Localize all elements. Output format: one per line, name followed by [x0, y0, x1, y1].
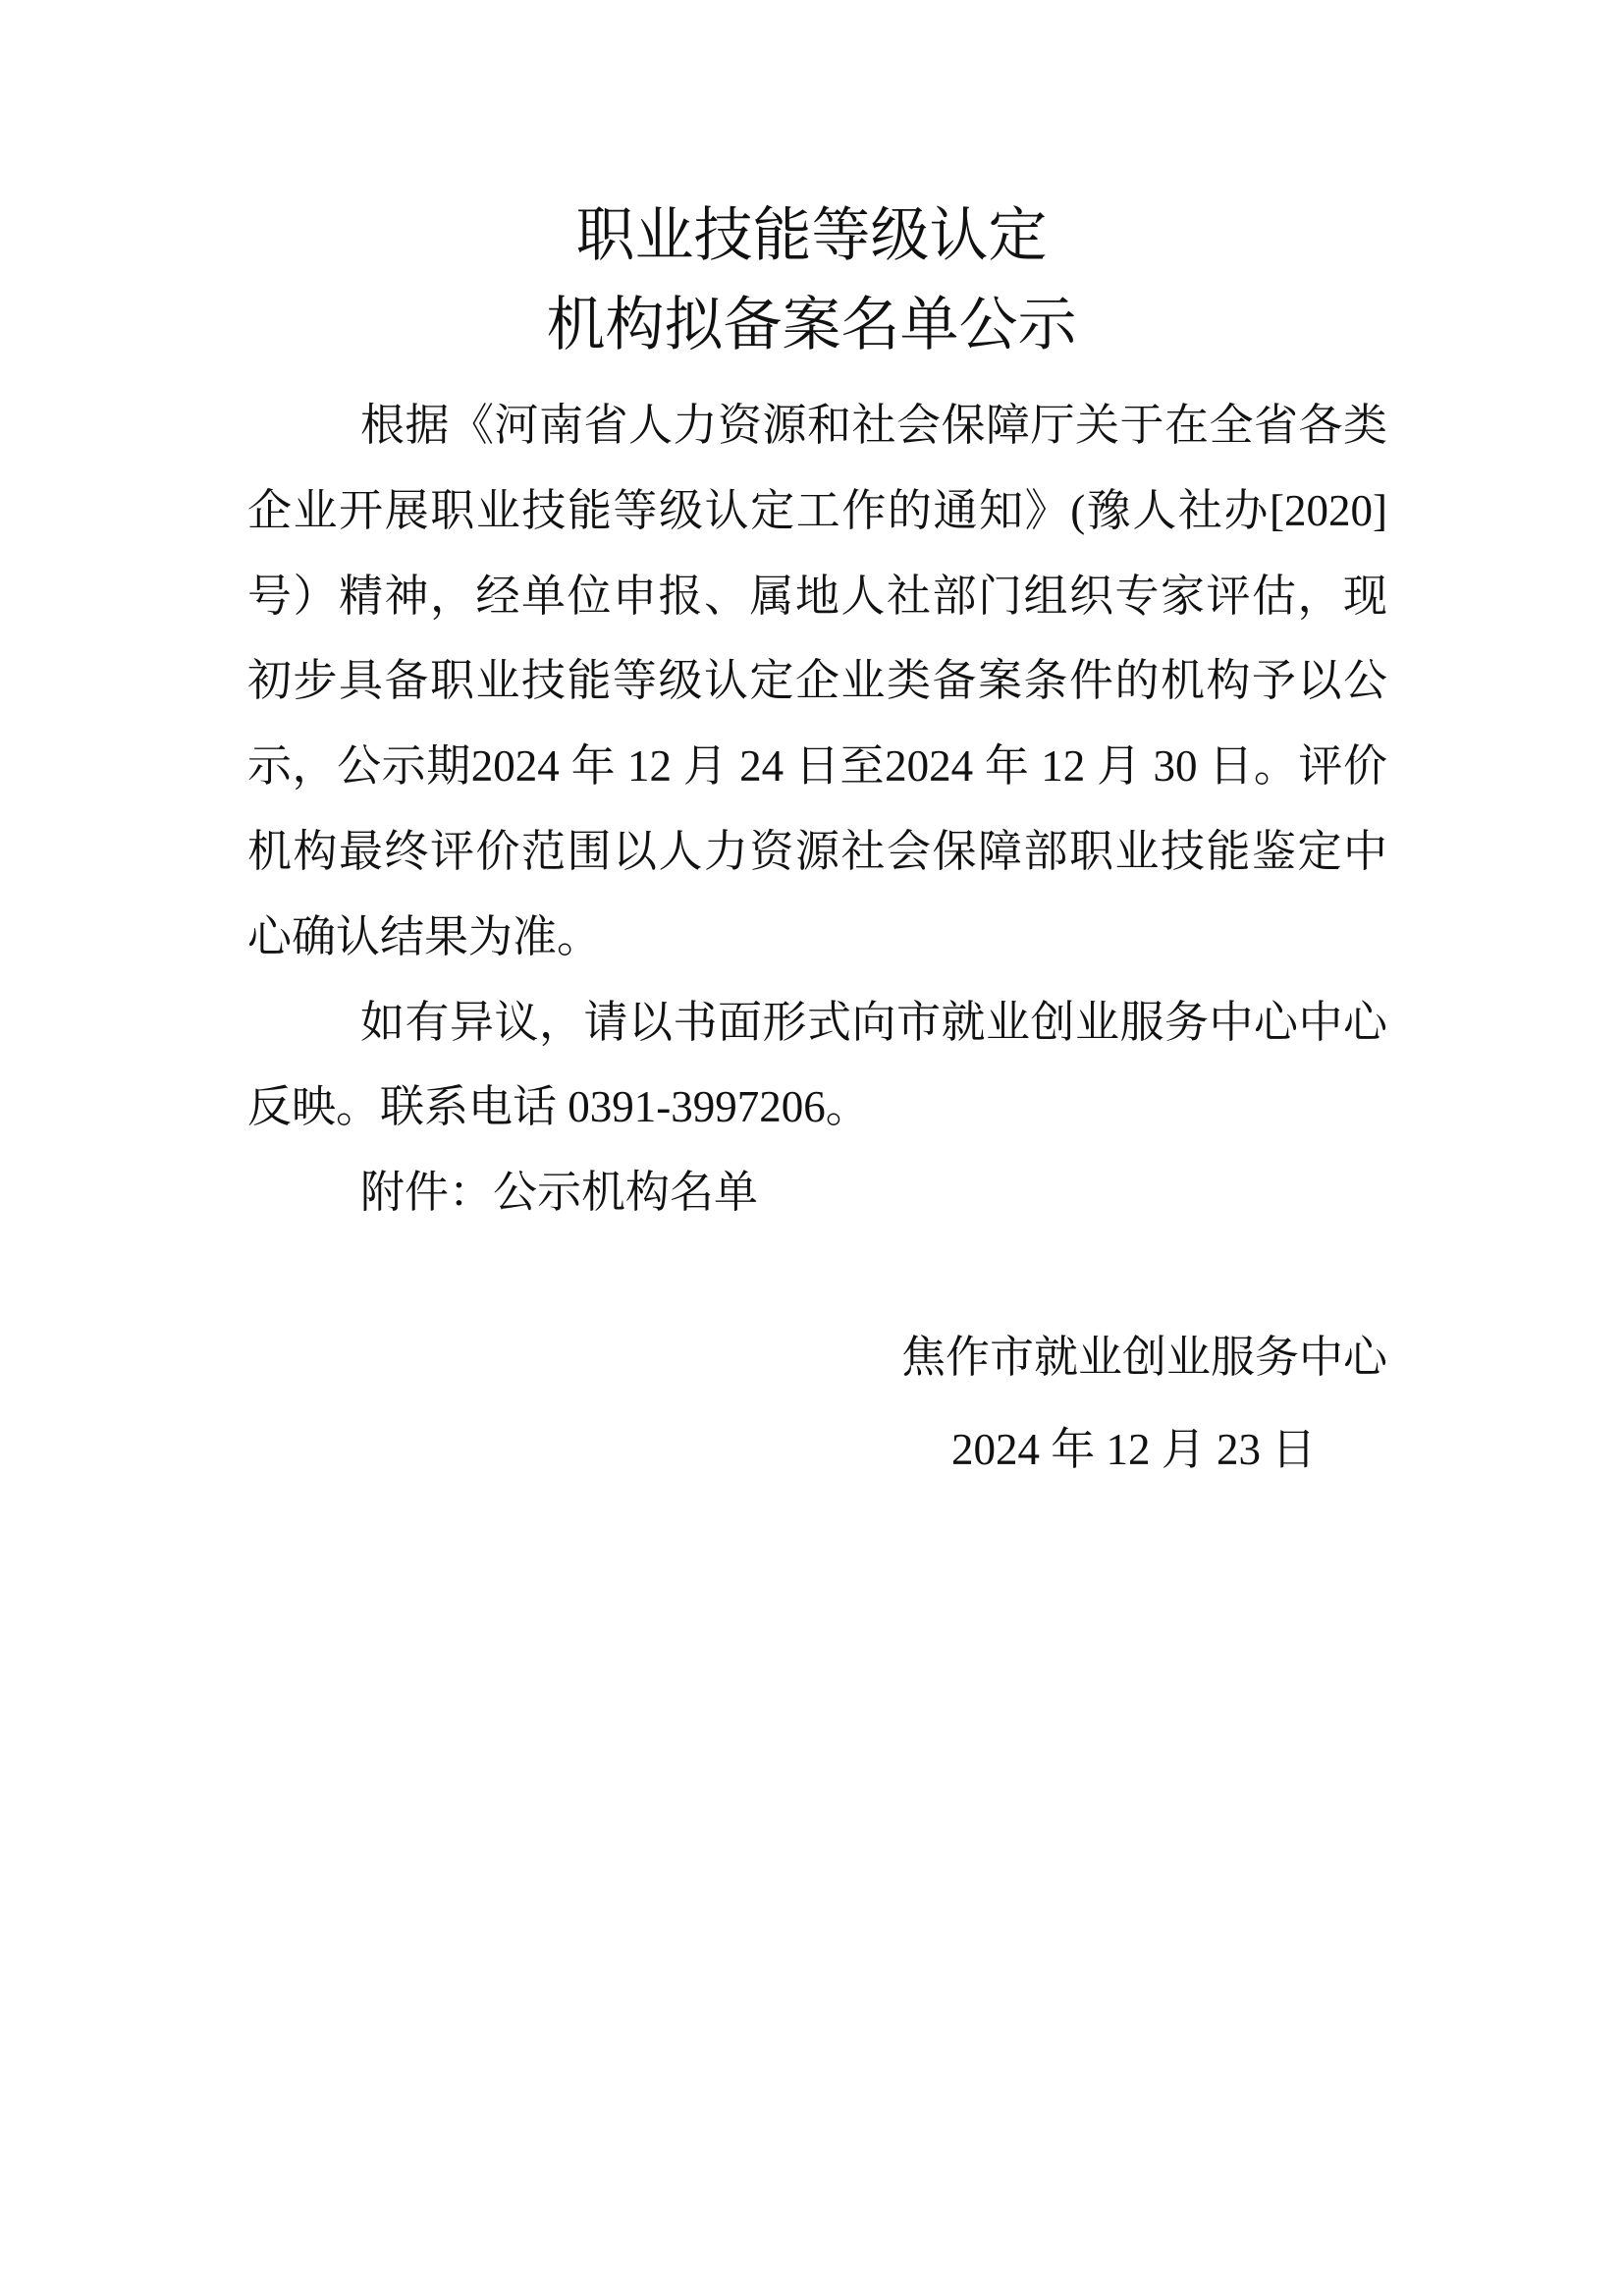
paragraph-line: 机构最终评价范围以人力资源社会保障部职业技能鉴定中	[247, 826, 1387, 876]
signature-organization: 焦作市就业创业服务中心	[900, 1333, 1387, 1382]
paragraph-announcement	[247, 383, 1387, 980]
document-body	[247, 383, 1387, 1235]
title-line-2: 机构拟备案名单公示	[546, 293, 1077, 357]
document-title	[0, 191, 1623, 370]
paragraph-line: 根据《河南省人力资源和社会保障厅关于在全省各类	[360, 401, 1387, 450]
paragraph-line: 示，公示期2024 年 12 月 24 日至2024 年 12 月 30 日。评价	[247, 741, 1387, 792]
paragraph-line: 号）精神，经单位申报、属地人社部门组织专家评估，现	[247, 571, 1387, 621]
attachment-note: 附件：公示机构名单	[360, 1168, 759, 1218]
paragraph-line: 初步具备职业技能等级认定企业类备案条件的机构予以公	[247, 656, 1387, 706]
paragraph-line: 心确认结果为准。	[247, 911, 602, 961]
paragraph-line: 反映。联系电话 0391-3997206。	[247, 1082, 870, 1132]
paragraph-objection-contact	[247, 980, 1387, 1151]
title-line-1: 职业技能等级认定	[575, 203, 1048, 268]
signature-date: 2024 年 12 月 23 日	[951, 1425, 1317, 1474]
paragraph-line: 企业开展职业技能等级认定工作的通知》(豫人社办[2020]	[247, 485, 1387, 535]
paragraph-line: 如有异议，请以书面形式向市就业创业服务中心中心	[360, 997, 1387, 1047]
